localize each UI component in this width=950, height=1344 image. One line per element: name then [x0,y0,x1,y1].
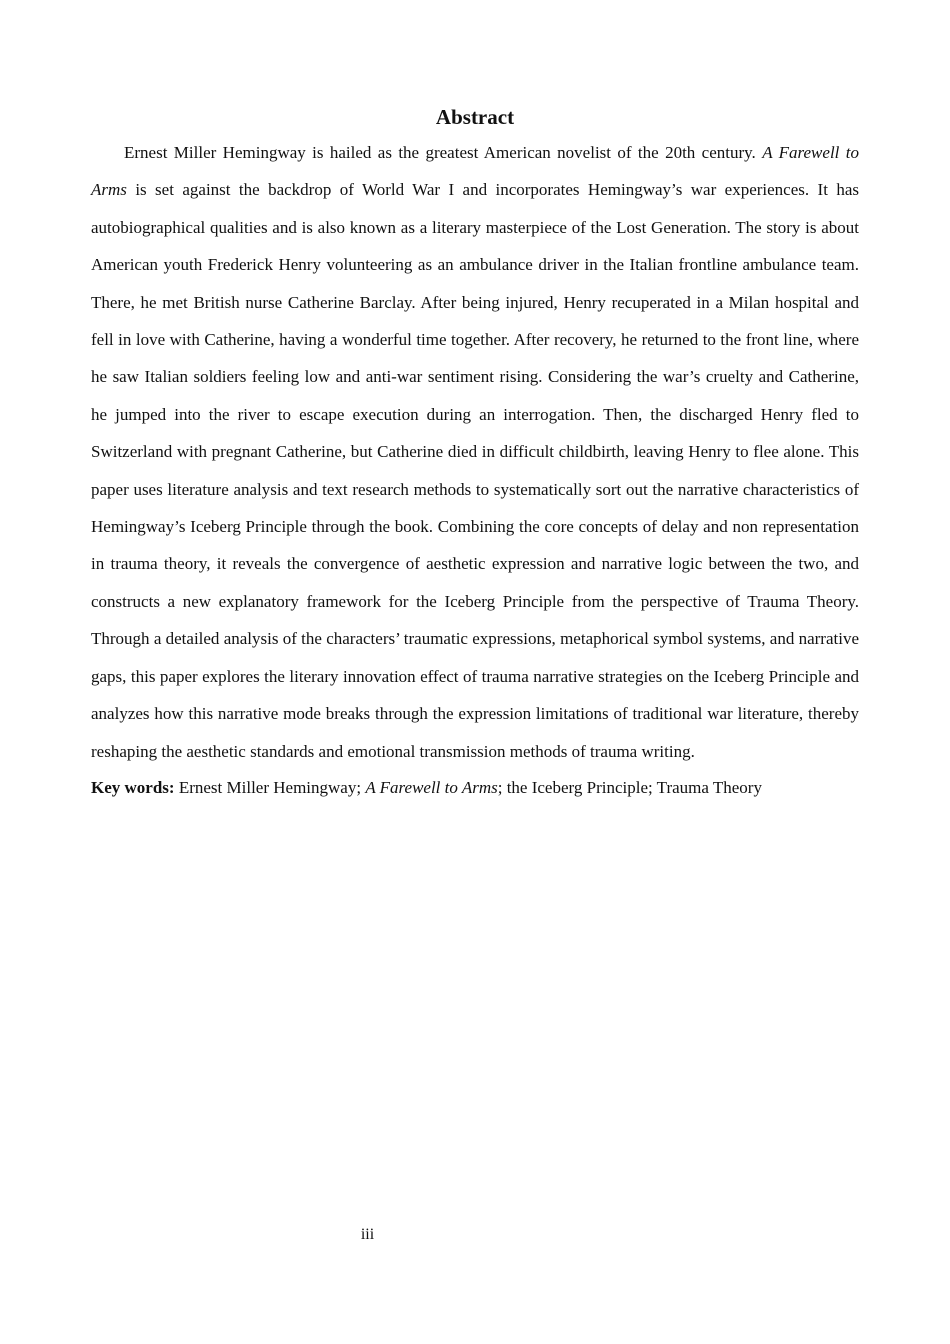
keywords-text-2: ; the Iceberg Principle; Trauma Theory [497,777,762,797]
keywords-label: Key words: [91,777,175,797]
abstract-text-part2: is set against the backdrop of World War I and incorporates Hemingway’s war experiences. It has autobiographical qualities and is also known as a literary masterpiece of the Lost Generation. The story is about American youth Frederick Henry volunteering as an ambulance driver in the Italian frontline ambulance team. There, he met British nurse Catherine Barclay. After being injured, Henry recuperated in a Milan hospital and fell in love with Catherine, having a wonderful time together. After recovery, he returned to the front line, where he saw Italian soldiers feeling low and anti-war sentiment rising. Considering the war’s cruelty and Catherine, he jumped into the river to escape execution during an interrogation. Then, the discharged Henry fled to Switzerland with pregnant Catherine, but Catherine died in difficult childbirth, leaving Henry to flee alone. This paper uses literature analysis and text research methods to systematically sort out the narrative characteristics of Hemingway’s Iceberg Principle through the book. Combining the core concepts of delay and non representation in trauma theory, it reveals the convergence of aesthetic expression and narrative logic between the two, and constructs a new explanatory framework for the Iceberg Principle from the perspective of Trauma Theory. Through a detailed analysis of the characters’ traumatic expressions, metaphorical symbol systems, and narrative gaps, this paper explores the literary innovation effect of trauma narrative strategies on the Iceberg Principle and analyzes how this narrative mode breaks through the expression limitations of traditional war literature, thereby reshaping the aesthetic standards and emotional transmission methods of trauma writing. [91,180,859,761]
keywords-text-1: Ernest Miller Hemingway; [174,777,366,797]
keywords-paragraph [91,769,859,806]
abstract-body [91,134,859,806]
abstract-paragraph [91,134,859,770]
book-title: A Farewell to Arms [91,143,859,200]
abstract-text-part1: Ernest Miller Hemingway is hailed as the greatest American novelist of the 20th century. [124,143,763,162]
page-number: iii [360,1226,375,1243]
page-title: Abstract [435,105,515,129]
keywords-book-title: A Farewell to Arms [365,777,498,797]
